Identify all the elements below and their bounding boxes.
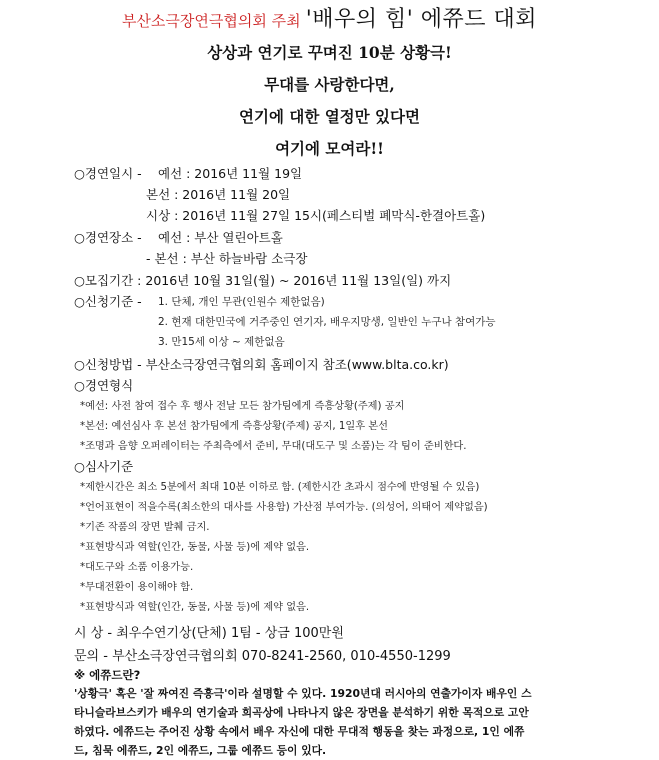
criteria-item-2: 2. 현재 대한민국에 거주중인 연기자, 배우지망생, 일반인 누구나 참여가능 [158,316,496,328]
format-item-3: *조명과 음향 오퍼레이터는 주최측에서 준비, 무대(대도구 및 소품)는 각 팀이 준비한다. [80,441,467,452]
criteria-label: ○신청기준 - [74,294,142,309]
judging-label: ○심사기준 [74,459,134,474]
contact-info: 문의 - 부산소극장연극협의회 070-8241-2560, 010-4550-1299 [74,649,451,664]
schedule-preliminary: 예선 : 2016년 11월 19일 [158,166,303,181]
judging-item-2: *언어표현이 적을수록(최소한의 대사를 사용함) 가산점 부여가능. (의성어, 의태어 제약없음) [80,502,488,513]
event-header [0,2,659,33]
judging-item-5: *대도구와 소품 이용가능. [80,562,194,573]
slogan-line-1: 상상과 연기로 꾸며진 10분 상황극! [207,43,452,62]
criteria-item-3: 3. 만15세 이상 ~ 제한없음 [158,336,285,348]
etude-note-line-4: 드, 침묵 에쮸드, 2인 에쮸드, 그룹 에쮸드 등이 있다. [74,744,327,757]
format-label: ○경연형식 [74,378,134,393]
criteria-item-1: 1. 단체, 개인 무관(인원수 제한없음) [158,296,325,308]
award-info: 시 상 - 최우수연기상(단체) 1팀 - 상금 100만원 [74,626,344,641]
schedule-final: 본선 : 2016년 11월 20일 [146,187,291,202]
etude-note-line-3: 하였다. 에쮸드는 주어진 상황 속에서 배우 자신에 대한 무대적 행동을 찾는 과정으로, 1인 에쮸 [74,725,525,738]
event-title: '배우의 힘' 에쮸드 대회 [305,7,538,32]
venue-label: ○경연장소 - [74,230,142,245]
host-organization: 부산소극장연극협의회 주최 [121,12,301,30]
apply-method: ○신청방법 - 부산소극장연극협의회 홈페이지 참조(www.blta.co.kr) [74,357,449,372]
judging-item-1: *제한시간은 최소 5분에서 최대 10분 이하로 함. (제한시간 초과시 점수에 반영될 수 있음) [80,482,480,493]
etude-note-body [74,684,594,760]
judging-item-4: *표현방식과 역할(인간, 동물, 사물 등)에 제약 없음. [80,542,310,553]
judging-item-7: *표현방식과 역할(인간, 동물, 사물 등)에 제약 없음. [80,602,310,613]
schedule-label: ○경연일시 - [74,166,142,181]
slogan-line-2: 무대를 사랑한다면, [264,75,395,94]
slogan-line-3: 연기에 대한 열정만 있다면 [239,107,420,126]
etude-note-title: ※ 에쮸드란? [74,668,141,682]
format-item-2: *본선: 예선심사 후 본선 참가팀에게 즉흥상황(주제) 공지, 1일후 본선 [80,421,388,432]
venue-final: - 본선 : 부산 하늘바람 소극장 [146,251,308,266]
judging-item-3: *기존 작품의 장면 발췌 금지. [80,522,210,533]
schedule-award: 시상 : 2016년 11월 27일 15시(페스티벌 폐막식-한결아트홀) [146,208,486,223]
etude-note-line-1: '상황극' 혹은 '잘 짜여진 즉흥극'이라 설명할 수 있다. 1920년대 러시아의 연출가이자 배우인 스 [74,687,532,700]
slogan-line-4: 여기에 모여라!! [275,139,384,158]
format-item-1: *예선: 사전 참여 접수 후 행사 전날 모든 참가팀에게 즉흥상황(주제) 공지 [80,401,405,412]
venue-preliminary: 예선 : 부산 열린아트홀 [158,230,283,245]
recruit-period: ○모집기간 : 2016년 10월 31일(월) ~ 2016년 11월 13일(일) 까지 [74,273,452,288]
judging-item-6: *무대전환이 용이해야 함. [80,582,194,593]
etude-note-line-2: 타니슬라브스키가 배우의 연기술과 희곡상에 나타나지 않은 장면을 분석하기 위한 목적으로 고안 [74,706,529,719]
